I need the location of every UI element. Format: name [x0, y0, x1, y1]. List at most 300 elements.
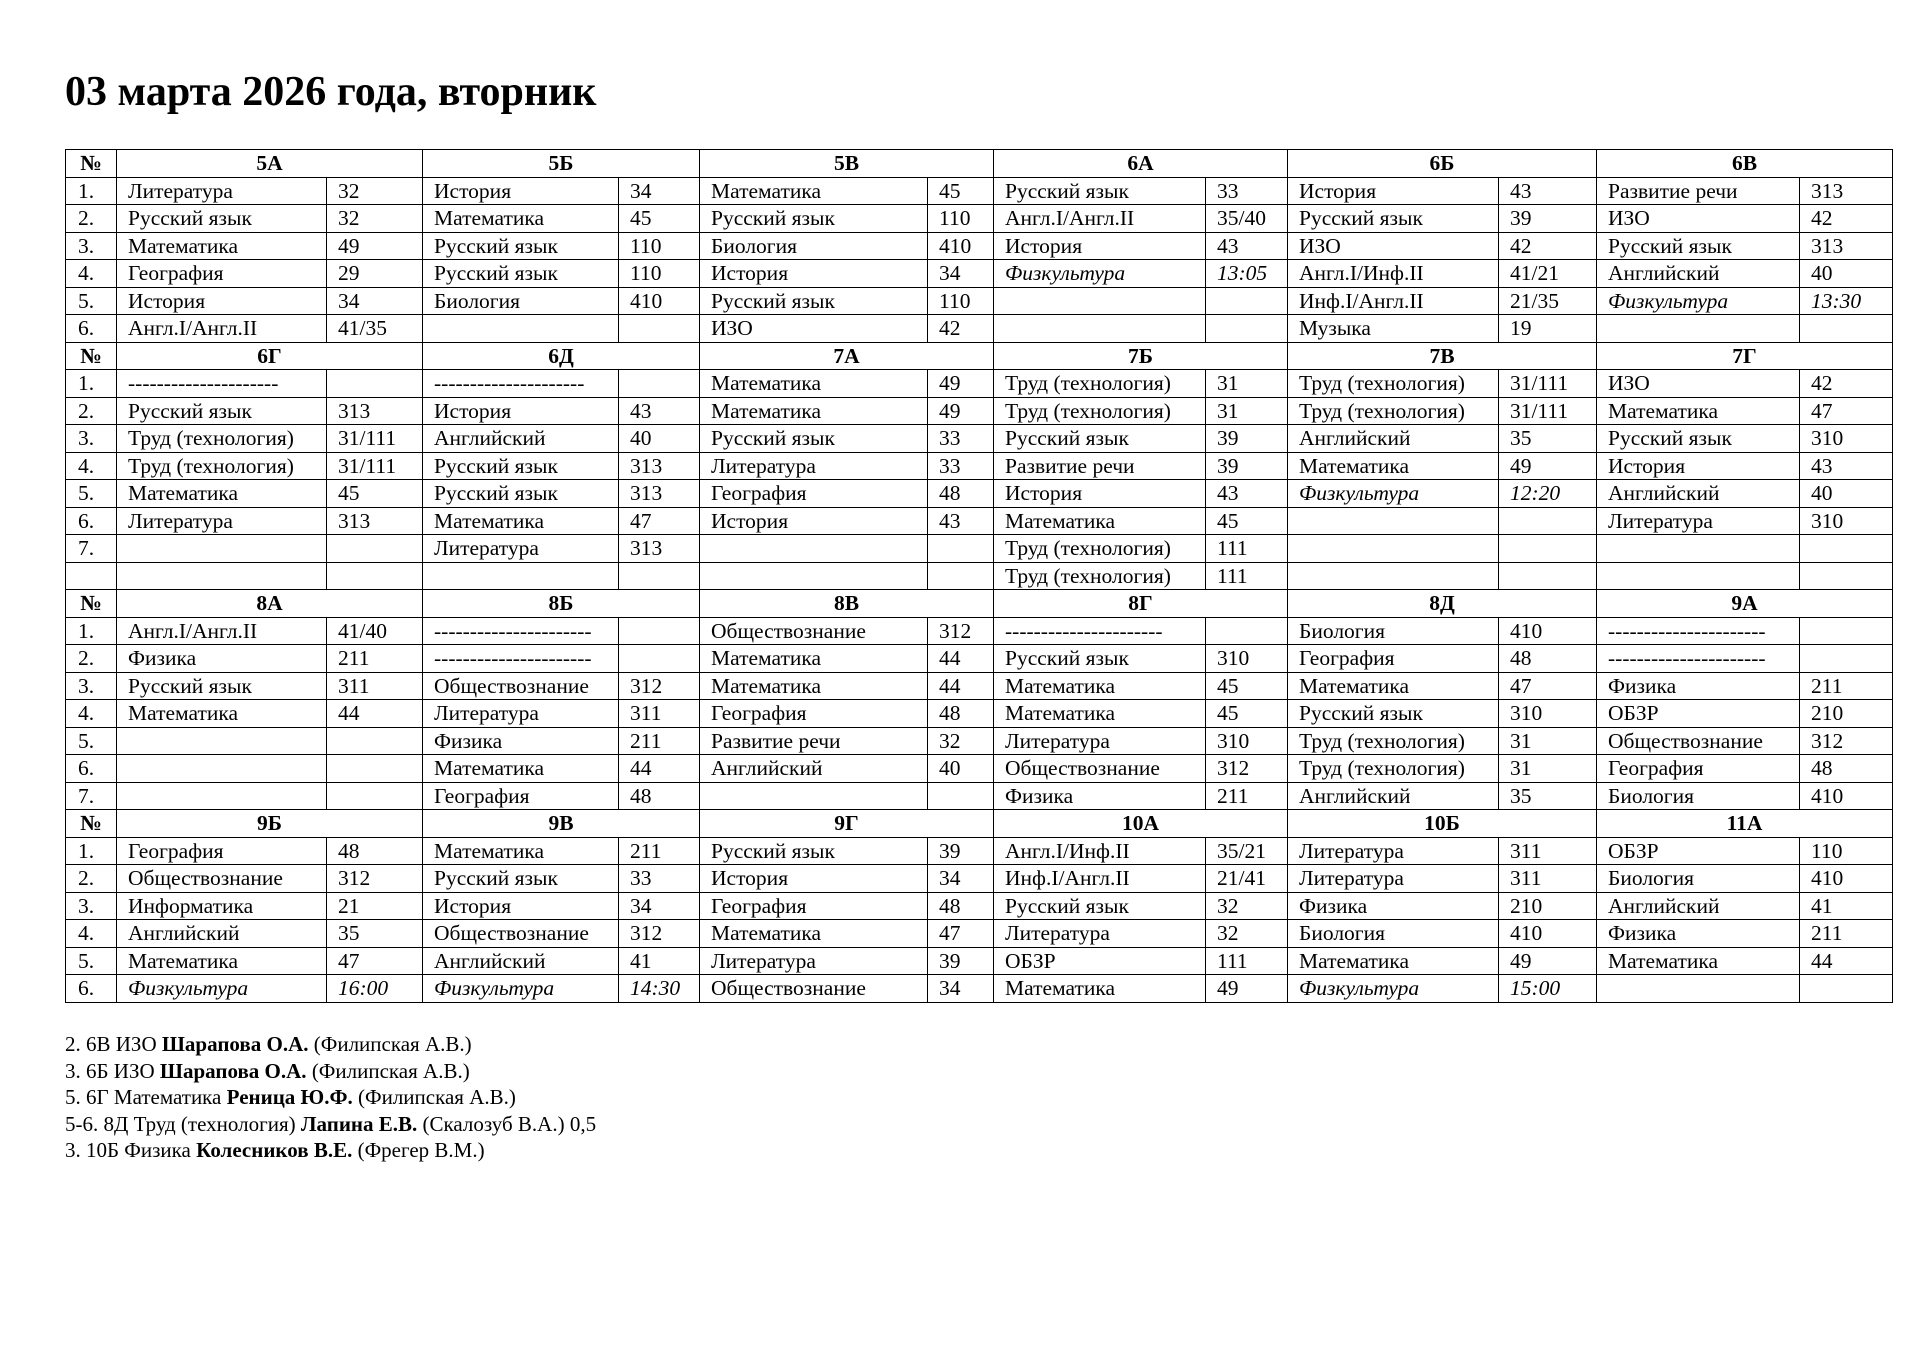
subject-cell: Физика — [1288, 892, 1499, 920]
room-cell: 33 — [928, 452, 994, 480]
subject-cell: Русский язык — [700, 205, 928, 233]
lesson-row — [66, 425, 1893, 453]
lesson-row — [66, 865, 1893, 893]
subject-cell: Труд (технология) — [994, 397, 1206, 425]
subject-cell: Русский язык — [423, 260, 619, 288]
room-cell: 39 — [928, 947, 994, 975]
number-header: № — [66, 342, 117, 370]
lesson-number: 1. — [66, 837, 117, 865]
subject-cell: Литература — [117, 177, 327, 205]
room-cell: 44 — [1800, 947, 1893, 975]
teacher-name: Шарапова О.А. — [161, 1032, 309, 1056]
room-cell: 43 — [1800, 452, 1893, 480]
class-header-row — [66, 342, 1893, 370]
lesson-row — [66, 535, 1893, 563]
teacher-name: Шарапова О.А. — [159, 1058, 307, 1083]
subject-cell: --------------------- — [423, 370, 619, 398]
lesson-number: 3. — [66, 892, 117, 920]
subject-cell: Физика — [1597, 672, 1800, 700]
subject-cell: Математика — [423, 837, 619, 865]
subject-cell: Литература — [700, 452, 928, 480]
lesson-number: 2. — [66, 205, 117, 233]
room-cell: 32 — [1206, 920, 1288, 948]
room-cell — [619, 562, 700, 590]
room-cell: 312 — [1800, 727, 1893, 755]
class-name: 8Г — [994, 590, 1288, 618]
room-cell: 19 — [1499, 315, 1597, 343]
subject-cell: Развитие речи — [1597, 177, 1800, 205]
subject-cell: Математика — [423, 755, 619, 783]
subject-cell: ---------------------- — [994, 617, 1206, 645]
lesson-number — [66, 562, 117, 590]
room-cell — [327, 535, 423, 563]
subject-cell: География — [700, 700, 928, 728]
subject-cell: Русский язык — [700, 837, 928, 865]
room-cell: 35/21 — [1206, 837, 1288, 865]
subject-cell: Русский язык — [994, 177, 1206, 205]
subject-cell: Развитие речи — [700, 727, 928, 755]
subject-cell — [117, 535, 327, 563]
class-name: 8Д — [1288, 590, 1597, 618]
subject-cell: Английский — [1597, 480, 1800, 508]
subject-cell: Английский — [1597, 260, 1800, 288]
subject-cell: Инф.I/Англ.II — [1288, 287, 1499, 315]
subject-cell: Английский — [117, 920, 327, 948]
subject-cell: ИЗО — [700, 315, 928, 343]
room-cell — [327, 727, 423, 755]
room-cell: 49 — [1499, 947, 1597, 975]
room-cell: 311 — [619, 700, 700, 728]
subject-cell: Математика — [700, 645, 928, 673]
subject-cell: Русский язык — [1597, 232, 1800, 260]
room-cell — [619, 645, 700, 673]
room-cell: 44 — [928, 645, 994, 673]
subject-cell: Развитие речи — [994, 452, 1206, 480]
room-cell — [928, 535, 994, 563]
room-cell: 111 — [1206, 535, 1288, 563]
room-cell: 313 — [327, 507, 423, 535]
room-cell: 43 — [1206, 232, 1288, 260]
room-cell: 110 — [619, 232, 700, 260]
subject-cell — [1288, 507, 1499, 535]
room-cell: 48 — [1499, 645, 1597, 673]
subject-cell: География — [423, 782, 619, 810]
class-name: 8А — [117, 590, 423, 618]
room-cell: 31/111 — [1499, 397, 1597, 425]
room-cell: 45 — [1206, 507, 1288, 535]
note-text: 2. 6В ИЗО — [65, 1032, 162, 1056]
subject-cell: Физкультура — [1597, 287, 1800, 315]
subject-cell: ИЗО — [1288, 232, 1499, 260]
class-name: 9Б — [117, 810, 423, 838]
note-text: 5. 6Г Математика — [65, 1085, 227, 1110]
subject-cell: Биология — [1597, 865, 1800, 893]
subject-cell: ИЗО — [1597, 370, 1800, 398]
room-cell: 111 — [1206, 562, 1288, 590]
room-cell: 410 — [1800, 865, 1893, 893]
subject-cell: Русский язык — [994, 892, 1206, 920]
subject-cell: Биология — [1288, 617, 1499, 645]
class-name: 8В — [700, 590, 994, 618]
subject-cell: Математика — [1288, 947, 1499, 975]
room-cell: 31/111 — [1499, 370, 1597, 398]
subject-cell — [1597, 535, 1800, 563]
subject-cell: Русский язык — [700, 425, 928, 453]
lesson-row — [66, 645, 1893, 673]
lesson-number: 2. — [66, 397, 117, 425]
room-cell: 313 — [1800, 177, 1893, 205]
room-cell: 211 — [1800, 672, 1893, 700]
room-cell: 310 — [1206, 727, 1288, 755]
room-cell: 313 — [619, 452, 700, 480]
lesson-number: 4. — [66, 920, 117, 948]
subject-cell: ОБЗР — [1597, 837, 1800, 865]
room-cell: 211 — [1800, 920, 1893, 948]
room-cell: 43 — [928, 507, 994, 535]
subject-cell: Русский язык — [117, 672, 327, 700]
room-cell: 40 — [1800, 480, 1893, 508]
room-cell: 49 — [1206, 975, 1288, 1003]
lesson-number: 6. — [66, 975, 117, 1003]
subject-cell — [117, 727, 327, 755]
room-cell: 32 — [327, 205, 423, 233]
subject-cell: Английский — [1288, 782, 1499, 810]
subject-cell: Труд (технология) — [117, 425, 327, 453]
subject-cell: Обществознание — [117, 865, 327, 893]
subject-cell: Английский — [700, 755, 928, 783]
subject-cell: География — [1597, 755, 1800, 783]
subject-cell: Математика — [994, 507, 1206, 535]
room-cell: 313 — [1800, 232, 1893, 260]
note-line — [65, 1058, 596, 1085]
room-cell: 45 — [619, 205, 700, 233]
subject-cell: Литература — [994, 920, 1206, 948]
room-cell: 44 — [327, 700, 423, 728]
number-header: № — [66, 590, 117, 618]
subject-cell: Биология — [1597, 782, 1800, 810]
lesson-row — [66, 562, 1893, 590]
room-cell: 310 — [1800, 507, 1893, 535]
subject-cell: Английский — [423, 425, 619, 453]
room-cell: 21/35 — [1499, 287, 1597, 315]
room-cell: 33 — [928, 425, 994, 453]
room-cell: 312 — [619, 672, 700, 700]
subject-cell: Русский язык — [1288, 700, 1499, 728]
room-cell — [1800, 617, 1893, 645]
subject-cell: Математика — [117, 232, 327, 260]
room-cell: 211 — [327, 645, 423, 673]
lesson-number: 4. — [66, 260, 117, 288]
subject-cell: Литература — [423, 700, 619, 728]
note-line — [65, 1111, 596, 1138]
room-cell — [1800, 315, 1893, 343]
room-cell: 110 — [619, 260, 700, 288]
subject-cell: Математика — [117, 700, 327, 728]
lesson-number: 6. — [66, 755, 117, 783]
lesson-row — [66, 370, 1893, 398]
note-text: 5-6. 8Д Труд (технология) — [65, 1111, 301, 1136]
room-cell: 111 — [1206, 947, 1288, 975]
subject-cell: Труд (технология) — [994, 370, 1206, 398]
subject-cell: Обществознание — [1597, 727, 1800, 755]
room-cell: 210 — [1800, 700, 1893, 728]
class-name: 7А — [700, 342, 994, 370]
subject-cell: ОБЗР — [994, 947, 1206, 975]
lesson-number: 7. — [66, 782, 117, 810]
subject-cell: Математика — [700, 177, 928, 205]
subject-cell: История — [700, 865, 928, 893]
room-cell — [1800, 975, 1893, 1003]
lesson-number: 7. — [66, 535, 117, 563]
note-detail: (Филипская А.В.) — [308, 1032, 472, 1056]
subject-cell: Литература — [117, 507, 327, 535]
lesson-row — [66, 755, 1893, 783]
lesson-row — [66, 727, 1893, 755]
room-cell — [327, 370, 423, 398]
subject-cell: Труд (технология) — [117, 452, 327, 480]
subject-cell: Математика — [117, 480, 327, 508]
room-cell: 48 — [619, 782, 700, 810]
number-header: № — [66, 150, 117, 178]
lesson-number: 3. — [66, 672, 117, 700]
room-cell: 110 — [928, 205, 994, 233]
room-cell — [928, 562, 994, 590]
room-cell: 313 — [619, 535, 700, 563]
lesson-row — [66, 892, 1893, 920]
subject-cell: Английский — [1288, 425, 1499, 453]
class-name: 9Г — [700, 810, 994, 838]
class-name: 6Г — [117, 342, 423, 370]
teacher-name: Колесников В.Е. — [196, 1138, 353, 1163]
room-cell: 34 — [928, 260, 994, 288]
subject-cell: История — [423, 177, 619, 205]
subject-cell: Литература — [1288, 837, 1499, 865]
room-cell: 31/111 — [327, 425, 423, 453]
room-cell: 44 — [928, 672, 994, 700]
subject-cell: Русский язык — [1288, 205, 1499, 233]
room-cell: 44 — [619, 755, 700, 783]
subject-cell: ИЗО — [1597, 205, 1800, 233]
subject-cell: Математика — [994, 975, 1206, 1003]
lesson-number: 3. — [66, 425, 117, 453]
subject-cell: Русский язык — [994, 425, 1206, 453]
room-cell: 210 — [1499, 892, 1597, 920]
subject-cell: Математика — [423, 507, 619, 535]
subject-cell: Физкультура — [994, 260, 1206, 288]
lesson-row — [66, 260, 1893, 288]
subject-cell: Английский — [1597, 892, 1800, 920]
room-cell: 31 — [1499, 727, 1597, 755]
room-cell: 13:05 — [1206, 260, 1288, 288]
subject-cell — [423, 315, 619, 343]
subject-cell: Математика — [700, 672, 928, 700]
subject-cell: Русский язык — [423, 452, 619, 480]
subject-cell: ---------------------- — [423, 617, 619, 645]
class-name: 6А — [994, 150, 1288, 178]
room-cell: 49 — [928, 397, 994, 425]
subject-cell: Математика — [1597, 397, 1800, 425]
note-line — [65, 1137, 596, 1164]
room-cell: 43 — [1206, 480, 1288, 508]
room-cell: 48 — [1800, 755, 1893, 783]
subject-cell: Физкультура — [1288, 480, 1499, 508]
room-cell: 42 — [1499, 232, 1597, 260]
subject-cell: Обществознание — [700, 975, 928, 1003]
room-cell: 35 — [327, 920, 423, 948]
room-cell: 410 — [619, 287, 700, 315]
subject-cell: Русский язык — [423, 480, 619, 508]
subject-cell — [423, 562, 619, 590]
subject-cell: Англ.I/Англ.II — [117, 315, 327, 343]
class-header-row — [66, 590, 1893, 618]
lesson-row — [66, 205, 1893, 233]
room-cell — [1800, 535, 1893, 563]
room-cell: 34 — [619, 177, 700, 205]
room-cell: 21/41 — [1206, 865, 1288, 893]
subject-cell — [117, 782, 327, 810]
schedule-table — [65, 149, 1893, 1003]
subject-cell: --------------------- — [117, 370, 327, 398]
subject-cell: История — [700, 507, 928, 535]
class-name: 7В — [1288, 342, 1597, 370]
subject-cell: Биология — [1288, 920, 1499, 948]
room-cell: 15:00 — [1499, 975, 1597, 1003]
room-cell: 16:00 — [327, 975, 423, 1003]
room-cell: 13:30 — [1800, 287, 1893, 315]
room-cell: 110 — [1800, 837, 1893, 865]
room-cell: 410 — [1800, 782, 1893, 810]
subject-cell: География — [1288, 645, 1499, 673]
room-cell — [1206, 287, 1288, 315]
lesson-row — [66, 837, 1893, 865]
room-cell: 47 — [928, 920, 994, 948]
subject-cell: Музыка — [1288, 315, 1499, 343]
lesson-number: 6. — [66, 507, 117, 535]
subject-cell: Литература — [1288, 865, 1499, 893]
room-cell: 29 — [327, 260, 423, 288]
room-cell — [327, 755, 423, 783]
note-detail: (Филипская А.В.) — [352, 1085, 516, 1110]
room-cell: 211 — [619, 727, 700, 755]
lesson-row — [66, 672, 1893, 700]
room-cell — [619, 617, 700, 645]
room-cell — [928, 782, 994, 810]
class-name: 8Б — [423, 590, 700, 618]
room-cell — [1206, 315, 1288, 343]
room-cell: 21 — [327, 892, 423, 920]
room-cell — [1800, 562, 1893, 590]
room-cell: 45 — [1206, 672, 1288, 700]
room-cell: 32 — [928, 727, 994, 755]
room-cell: 41 — [1800, 892, 1893, 920]
subject-cell: Физика — [1597, 920, 1800, 948]
room-cell: 41 — [619, 947, 700, 975]
room-cell: 311 — [1499, 865, 1597, 893]
subject-cell: История — [117, 287, 327, 315]
subject-cell — [1288, 535, 1499, 563]
room-cell: 311 — [1499, 837, 1597, 865]
subject-cell: Труд (технология) — [994, 535, 1206, 563]
subject-cell: Физкультура — [117, 975, 327, 1003]
room-cell: 313 — [327, 397, 423, 425]
room-cell: 45 — [1206, 700, 1288, 728]
subject-cell — [700, 535, 928, 563]
room-cell: 312 — [327, 865, 423, 893]
subject-cell: Физкультура — [423, 975, 619, 1003]
number-header: № — [66, 810, 117, 838]
room-cell: 41/40 — [327, 617, 423, 645]
room-cell: 39 — [1206, 425, 1288, 453]
subject-cell: Английский — [423, 947, 619, 975]
subject-cell: Математика — [1288, 672, 1499, 700]
class-name: 6Б — [1288, 150, 1597, 178]
subject-cell: Труд (технология) — [1288, 727, 1499, 755]
room-cell: 33 — [1206, 177, 1288, 205]
class-name: 7Б — [994, 342, 1288, 370]
class-name: 6Д — [423, 342, 700, 370]
subject-cell: Математика — [1597, 947, 1800, 975]
subject-cell: Математика — [423, 205, 619, 233]
room-cell: 312 — [619, 920, 700, 948]
subject-cell: География — [700, 892, 928, 920]
room-cell: 211 — [1206, 782, 1288, 810]
room-cell: 48 — [928, 700, 994, 728]
lesson-row — [66, 507, 1893, 535]
note-line — [65, 1084, 596, 1111]
room-cell — [327, 782, 423, 810]
room-cell: 42 — [928, 315, 994, 343]
subject-cell: Математика — [1288, 452, 1499, 480]
room-cell: 14:30 — [619, 975, 700, 1003]
subject-cell: Русский язык — [423, 865, 619, 893]
lesson-row — [66, 617, 1893, 645]
room-cell: 45 — [327, 480, 423, 508]
subject-cell: География — [117, 837, 327, 865]
lesson-number: 4. — [66, 452, 117, 480]
subject-cell: История — [1288, 177, 1499, 205]
subject-cell — [994, 287, 1206, 315]
class-name: 9А — [1597, 590, 1893, 618]
page-title: 03 марта 2026 года, вторник — [65, 69, 597, 115]
subject-cell: Математика — [117, 947, 327, 975]
subject-cell: Биология — [423, 287, 619, 315]
room-cell: 312 — [1206, 755, 1288, 783]
subject-cell: ---------------------- — [423, 645, 619, 673]
class-name: 7Г — [1597, 342, 1893, 370]
class-name: 10А — [994, 810, 1288, 838]
room-cell — [1499, 507, 1597, 535]
subject-cell: Литература — [423, 535, 619, 563]
lesson-row — [66, 920, 1893, 948]
subject-cell: Англ.I/Англ.II — [117, 617, 327, 645]
lesson-row — [66, 700, 1893, 728]
teacher-name: Лапина Е.В. — [300, 1111, 418, 1136]
lesson-number: 1. — [66, 370, 117, 398]
subject-cell — [700, 562, 928, 590]
subject-cell: География — [117, 260, 327, 288]
room-cell: 47 — [1499, 672, 1597, 700]
subject-cell: Русский язык — [423, 232, 619, 260]
subject-cell: Литература — [700, 947, 928, 975]
class-name: 11А — [1597, 810, 1893, 838]
note-detail: (Филипская А.В.) — [306, 1058, 470, 1083]
subject-cell: Обществознание — [423, 920, 619, 948]
class-header-row — [66, 810, 1893, 838]
lesson-number: 5. — [66, 947, 117, 975]
subject-cell — [1288, 562, 1499, 590]
subject-cell: Обществознание — [700, 617, 928, 645]
class-name: 5В — [700, 150, 994, 178]
